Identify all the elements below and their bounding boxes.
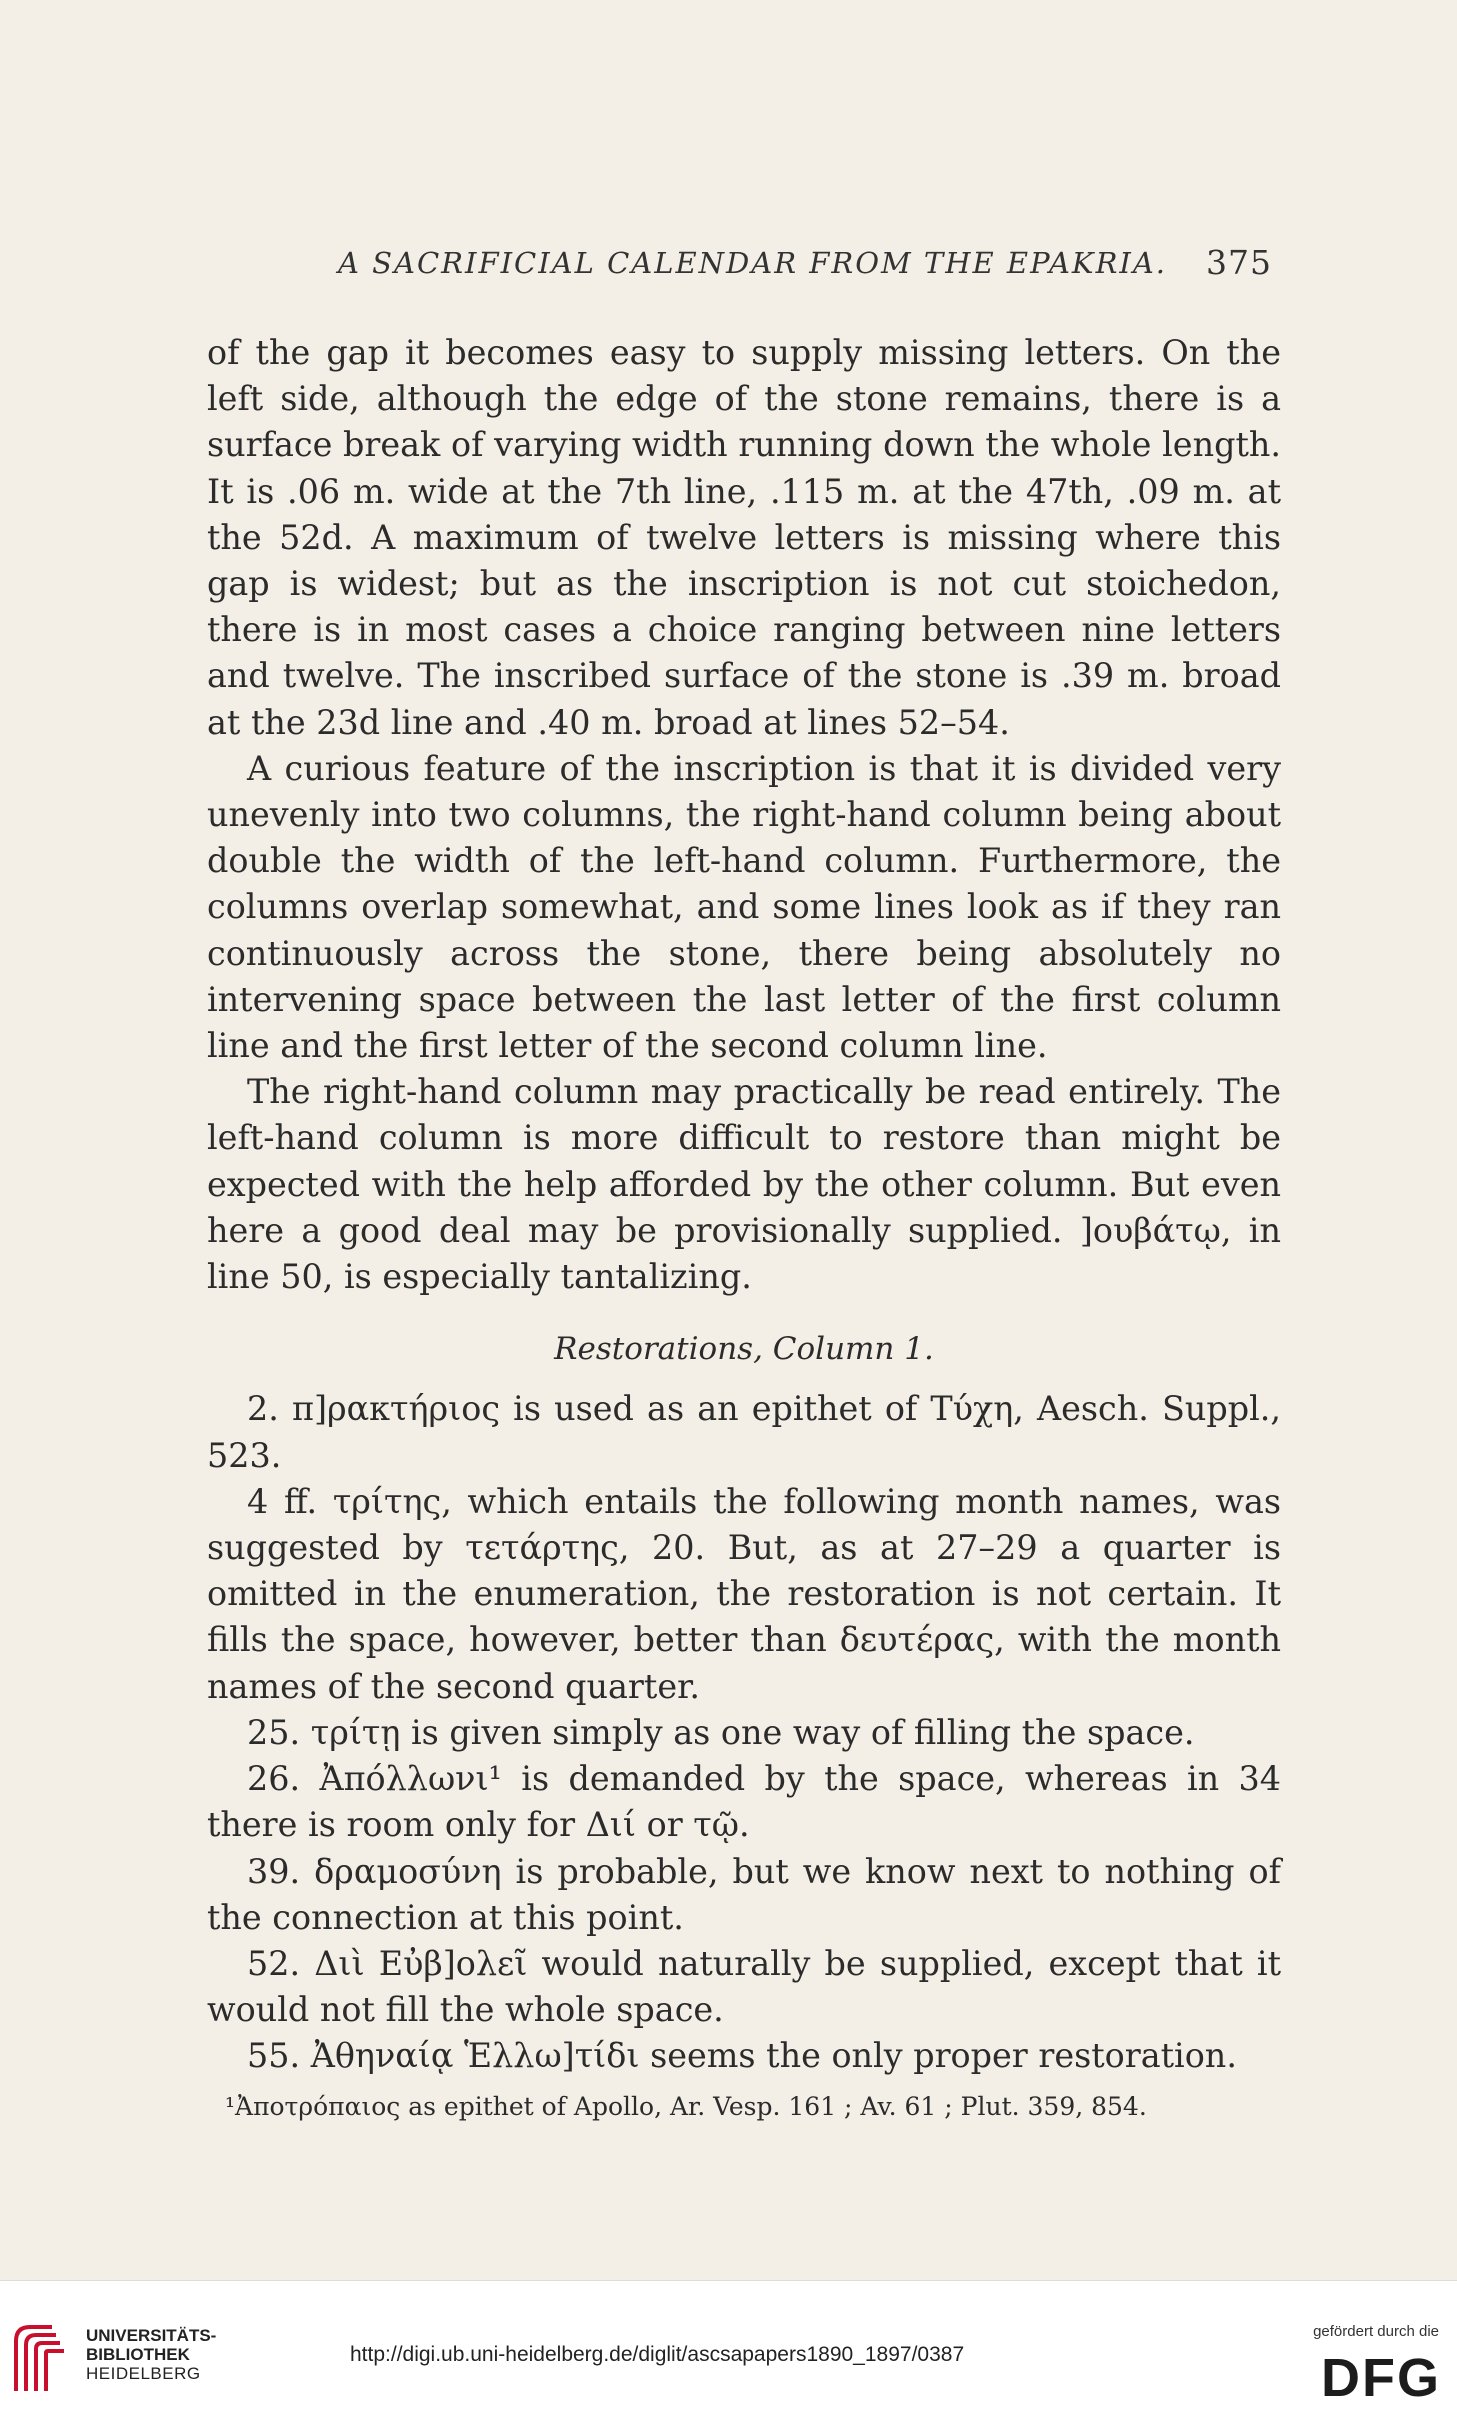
restoration-note: 39. δραμοσύνη is probable, but we know next to nothing of the connection at this point. (207, 1851, 1281, 1937)
library-name (86, 2326, 216, 2383)
restoration-note: 2. π]ρακτήριος is used as an epithet of Τύχη, Aesch. Suppl., 523. (207, 1389, 1281, 1475)
restoration-note: 4 ff. τρίτης, which entails the following month names, was suggested by τετάρτης, 20. But, as at 27–29 a quarter is omitted in the enumeration, the restoration is not certain. It fills the space, however, better than δευτέρας, with the month names of the second quarter. (207, 1481, 1281, 1706)
paragraph: The right-hand column may practically be read entirely. The left-hand column is more difficult to restore than might be expected with the help afforded by the other column. But even here a good deal may be provisionally supplied. ]ουβάτῳ, in line 50, is especially tantalizing. (207, 1072, 1281, 1297)
paragraph: A curious feature of the inscription is that it is divided very unevenly into two columns, the right-hand column being about double the width of the left-hand column. Furthermore, the columns overlap somewhat, and some lines look as if they ran continuously across the stone, there being absolutely no intervening space between the last letter of the first column line and the first letter of the second column line. (207, 748, 1281, 1066)
library-name-line2: BIBLIOTHEK (86, 2345, 190, 2364)
running-head-title: A SACRIFICIAL CALENDAR FROM THE EPAKRIA. (338, 246, 1168, 280)
funding-caption: gefördert durch die (1313, 2323, 1439, 2340)
restoration-note: 26. Ἀπόλλωνι¹ is demanded by the space, whereas in 34 there is room only for Διί or τῷ. (207, 1759, 1281, 1845)
running-head (338, 243, 1272, 282)
library-name-line3: HEIDELBERG (86, 2364, 201, 2383)
body-text (207, 330, 1281, 2122)
section-heading: Restorations, Column 1. (554, 1331, 934, 1368)
footer-bar (0, 2280, 1457, 2414)
page-number: 375 (1206, 243, 1272, 282)
restoration-note: 55. Ἀθηναίᾳ Ἑλλω]τίδι seems the only proper restoration. (247, 2036, 1237, 2076)
restoration-note: 52. Διὶ Εὐβ]ολεῖ would naturally be supplied, except that it would not fill the whole space. (207, 1943, 1281, 2030)
restoration-note: 25. τρίτῃ is given simply as one way of filling the space. (247, 1712, 1195, 1752)
university-library-logo-icon (12, 2321, 74, 2393)
library-name-line1: UNIVERSITÄTS- (86, 2326, 217, 2345)
dfg-logo: DFG (1321, 2348, 1441, 2408)
footnote: ¹Ἀποτρόπαιος as epithet of Apollo, Ar. Vesp. 161 ; Av. 61 ; Plut. 359, 854. (225, 2091, 1147, 2121)
source-url-link[interactable]: http://digi.ub.uni-heidelberg.de/diglit/ascsapapers1890_1897/0387 (350, 2343, 965, 2366)
paragraph: of the gap it becomes easy to supply missing letters. On the left side, although the edge of the stone remains, there is a surface break of varying width running down the whole length. It is .06 m. wide at the 7th line, .115 m. at the 47th, .09 m. at the 52d. A maximum of twelve letters is missing where this gap is widest; but as the inscription is not cut stoichedon, there is in most cases a choice ranging between nine letters and twelve. The inscribed surface of the stone is .39 m. broad at the 23d line and .40 m. broad at lines 52–54. (207, 333, 1281, 742)
